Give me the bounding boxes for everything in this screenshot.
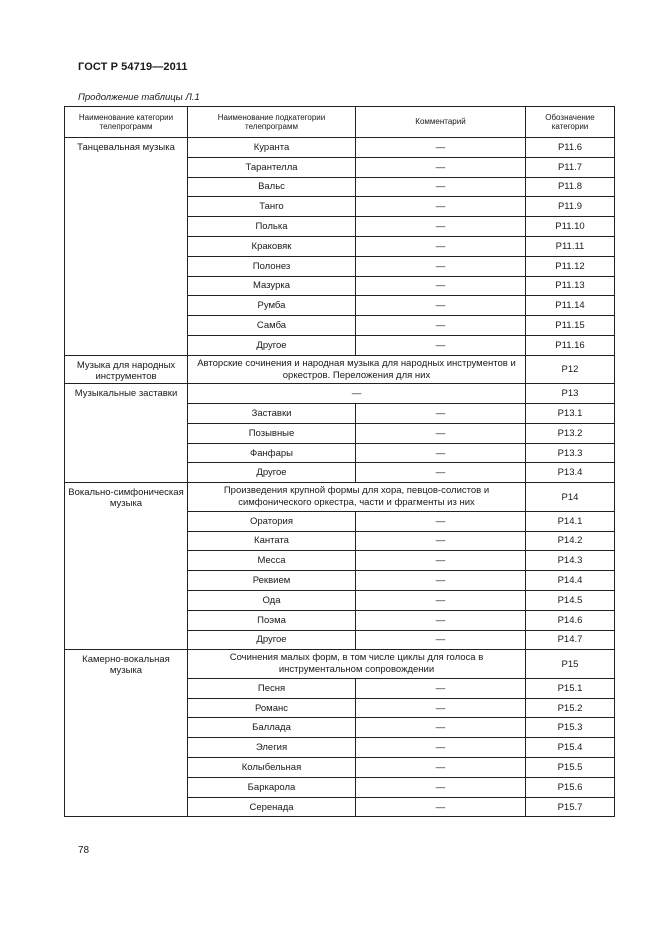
category-cell: Вокально-симфоническая музыка [65, 483, 188, 650]
code-cell: P15.5 [526, 758, 615, 778]
comment-cell: — [356, 138, 526, 158]
comment-cell: — [356, 463, 526, 483]
category-table [64, 106, 615, 817]
code-cell: P14.6 [526, 610, 615, 630]
subcategory-cell: Мазурка [188, 276, 356, 296]
description-cell: — [188, 384, 526, 404]
comment-cell: — [356, 758, 526, 778]
code-cell: P14 [526, 483, 615, 512]
subcategory-cell: Реквием [188, 571, 356, 591]
description-cell: Произведения крупной формы для хора, певцов-солистов и симфонического оркестра, части и фрагменты из них [188, 483, 526, 512]
subcategory-cell: Другое [188, 463, 356, 483]
column-header: Наименование подкатегории телепрограмм [188, 107, 356, 138]
subcategory-cell: Колыбельная [188, 758, 356, 778]
comment-cell: — [356, 698, 526, 718]
comment-cell: — [356, 610, 526, 630]
code-cell: P11.10 [526, 217, 615, 237]
subcategory-cell: Танго [188, 197, 356, 217]
code-cell: P15 [526, 650, 615, 679]
comment-cell: — [356, 236, 526, 256]
comment-cell: — [356, 404, 526, 424]
code-cell: P14.1 [526, 511, 615, 531]
subcategory-cell: Полонез [188, 256, 356, 276]
table-header-row [65, 107, 615, 138]
comment-cell: — [356, 630, 526, 650]
table-caption: Продолжение таблицы Л.1 [78, 92, 200, 103]
code-cell: P13.4 [526, 463, 615, 483]
category-cell: Музыкальные заставки [65, 384, 188, 483]
column-header: Обозначение категории [526, 107, 615, 138]
subcategory-cell: Полька [188, 217, 356, 237]
comment-cell: — [356, 738, 526, 758]
comment-cell: — [356, 511, 526, 531]
subcategory-cell: Романс [188, 698, 356, 718]
subcategory-cell: Заставки [188, 404, 356, 424]
subcategory-cell: Баркарола [188, 777, 356, 797]
code-cell: P11.15 [526, 316, 615, 336]
code-cell: P13 [526, 384, 615, 404]
comment-cell: — [356, 423, 526, 443]
subcategory-cell: Тарантелла [188, 157, 356, 177]
code-cell: P14.2 [526, 531, 615, 551]
comment-cell: — [356, 197, 526, 217]
code-cell: P14.3 [526, 551, 615, 571]
comment-cell: — [356, 276, 526, 296]
code-cell: P11.14 [526, 296, 615, 316]
subcategory-cell: Другое [188, 630, 356, 650]
table-row [65, 650, 615, 679]
category-cell: Камерно-вокальная музыка [65, 650, 188, 817]
comment-cell: — [356, 335, 526, 355]
comment-cell: — [356, 551, 526, 571]
subcategory-cell: Фанфары [188, 443, 356, 463]
subcategory-cell: Кантата [188, 531, 356, 551]
code-cell: P13.2 [526, 423, 615, 443]
table-row [65, 138, 615, 158]
comment-cell: — [356, 177, 526, 197]
subcategory-cell: Месса [188, 551, 356, 571]
subcategory-cell: Краковяк [188, 236, 356, 256]
code-cell: P11.12 [526, 256, 615, 276]
column-header: Комментарий [356, 107, 526, 138]
code-cell: P11.9 [526, 197, 615, 217]
code-cell: P15.1 [526, 678, 615, 698]
subcategory-cell: Оратория [188, 511, 356, 531]
comment-cell: — [356, 443, 526, 463]
subcategory-cell: Другое [188, 335, 356, 355]
comment-cell: — [356, 777, 526, 797]
category-cell: Танцевальная музыка [65, 138, 188, 356]
subcategory-cell: Вальс [188, 177, 356, 197]
comment-cell: — [356, 157, 526, 177]
table-row [65, 384, 615, 404]
subcategory-cell: Песня [188, 678, 356, 698]
code-cell: P11.16 [526, 335, 615, 355]
comment-cell: — [356, 217, 526, 237]
subcategory-cell: Серенада [188, 797, 356, 817]
table-row [65, 483, 615, 512]
description-cell: Сочинения малых форм, в том числе циклы для голоса в инструментальном сопровождении [188, 650, 526, 679]
code-cell: P13.3 [526, 443, 615, 463]
column-header: Наименование категории телепрограмм [65, 107, 188, 138]
comment-cell: — [356, 718, 526, 738]
code-cell: P12 [526, 355, 615, 384]
comment-cell: — [356, 590, 526, 610]
code-cell: P15.6 [526, 777, 615, 797]
comment-cell: — [356, 531, 526, 551]
code-cell: P11.7 [526, 157, 615, 177]
comment-cell: — [356, 256, 526, 276]
code-cell: P15.4 [526, 738, 615, 758]
subcategory-cell: Куранта [188, 138, 356, 158]
code-cell: P15.3 [526, 718, 615, 738]
subcategory-cell: Ода [188, 590, 356, 610]
code-cell: P14.7 [526, 630, 615, 650]
comment-cell: — [356, 296, 526, 316]
subcategory-cell: Элегия [188, 738, 356, 758]
comment-cell: — [356, 571, 526, 591]
category-cell: Музыка для народных инструментов [65, 355, 188, 384]
table-row [65, 355, 615, 384]
code-cell: P11.11 [526, 236, 615, 256]
code-cell: P11.13 [526, 276, 615, 296]
code-cell: P11.6 [526, 138, 615, 158]
code-cell: P15.7 [526, 797, 615, 817]
comment-cell: — [356, 316, 526, 336]
subcategory-cell: Поэма [188, 610, 356, 630]
code-cell: P14.5 [526, 590, 615, 610]
comment-cell: — [356, 678, 526, 698]
page-number: 78 [78, 845, 90, 856]
subcategory-cell: Румба [188, 296, 356, 316]
comment-cell: — [356, 797, 526, 817]
code-cell: P13.1 [526, 404, 615, 424]
code-cell: P11.8 [526, 177, 615, 197]
document-header: ГОСТ Р 54719—2011 [78, 61, 188, 73]
code-cell: P14.4 [526, 571, 615, 591]
subcategory-cell: Самба [188, 316, 356, 336]
code-cell: P15.2 [526, 698, 615, 718]
subcategory-cell: Позывные [188, 423, 356, 443]
description-cell: Авторские сочинения и народная музыка для народных инструментов и оркестров. Переложения для них [188, 355, 526, 384]
subcategory-cell: Баллада [188, 718, 356, 738]
